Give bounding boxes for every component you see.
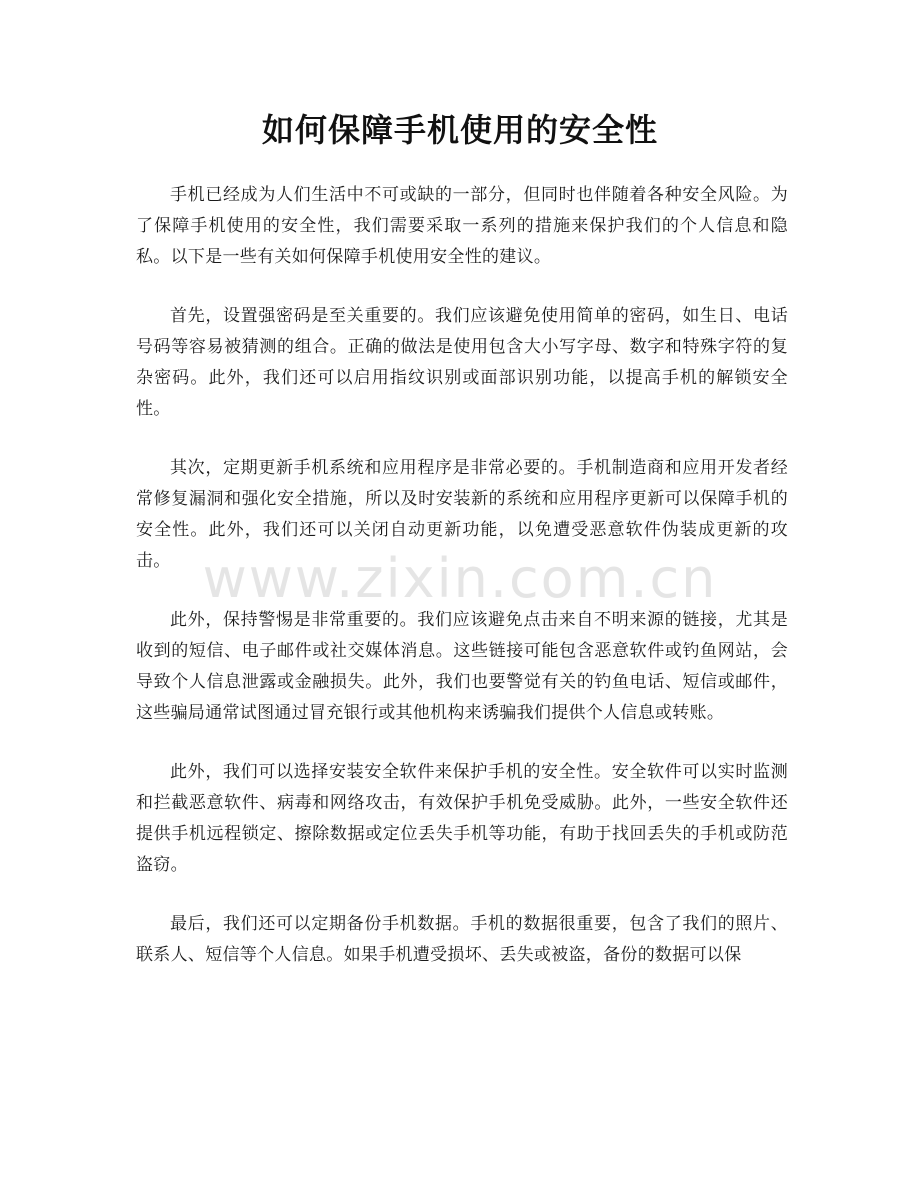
paragraph-intro: 手机已经成为人们生活中不可或缺的一部分，但同时也伴随着各种安全风险。为了保障手机使用的安全性，我们需要采取一系列的措施来保护我们的个人信息和隐私。以下是一些有关如何保障手机使用安全性的建议。 [136,185,788,267]
paragraph-strong-password: 首先，设置强密码是至关重要的。我们应该避免使用简单的密码，如生日、电话号码等容易被猜测的组合。正确的做法是使用包含大小写字母、数字和特殊字符的复杂密码。此外，我们还可以启用指纹识别或面部识别功能，以提高手机的解锁安全性。 [136,306,788,419]
paragraph-system-updates: 其次，定期更新手机系统和应用程序是非常必要的。手机制造商和应用开发者经常修复漏洞和强化安全措施，所以及时安装新的系统和应用程序更新可以保障手机的安全性。此外，我们还可以关闭自动更新功能，以免遭受恶意软件伪装成更新的攻击。 [136,458,788,571]
paragraph-security-software: 此外，我们可以选择安装安全软件来保护手机的安全性。安全软件可以实时监测和拦截恶意软件、病毒和网络攻击，有效保护手机免受威胁。此外，一些安全软件还提供手机远程锁定、擦除数据或定位丢失手机等功能，有助于找回丢失的手机或防范盗窃。 [136,762,788,875]
paragraph-stay-alert: 此外，保持警惕是非常重要的。我们应该避免点击来自不明来源的链接，尤其是收到的短信、电子邮件或社交媒体消息。这些链接可能包含恶意软件或钓鱼网站，会导致个人信息泄露或金融损失。此外，我们也要警觉有关的钓鱼电话、短信或邮件，这些骗局通常试图通过冒充银行或其他机构来诱骗我们提供个人信息或转账。 [136,610,788,723]
page-title: 如何保障手机使用的安全性 [261,111,658,149]
paragraph-backup: 最后，我们还可以定期备份手机数据。手机的数据很重要，包含了我们的照片、联系人、短信等个人信息。如果手机遭受损坏、丢失或被盗，备份的数据可以保 [136,914,788,965]
document-body [136,180,788,999]
watermark: www.zixin.com.cn [202,547,718,610]
